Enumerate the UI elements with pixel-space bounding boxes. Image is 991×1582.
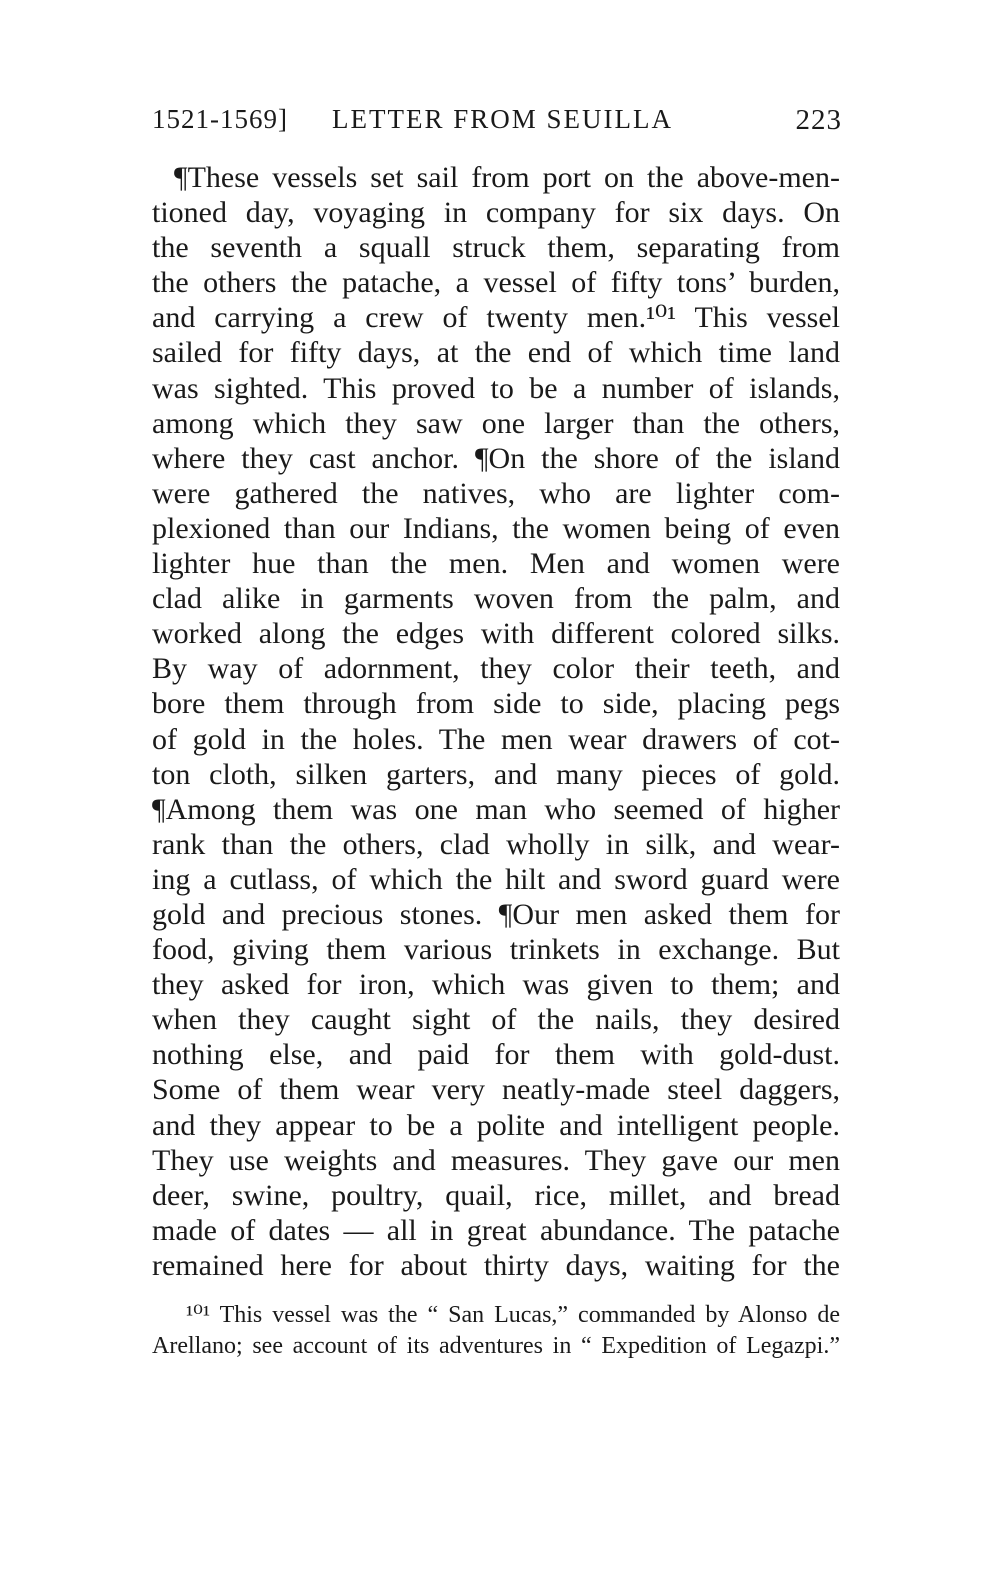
text-line: they asked for iron, which was given to them; and — [152, 968, 840, 1002]
text-line: and they appear to be a polite and intelligent people. — [152, 1108, 840, 1142]
text-line: sailed for fifty days, at the end of which time land — [152, 336, 840, 370]
text-line: the others the patache, a vessel of fifty tons’ burden, — [152, 266, 840, 300]
text-line: made of dates — all in great abundance. The patache — [152, 1213, 840, 1247]
running-head — [152, 104, 842, 140]
running-head-title: LETTER FROM SEUILLA — [332, 104, 673, 134]
text-line: ton cloth, silken garters, and many pieces of gold. — [152, 757, 840, 791]
footnote — [152, 1300, 840, 1362]
text-line: was sighted. This proved to be a number of islands, — [152, 371, 840, 405]
text-line: the seventh a squall struck them, separating from — [152, 231, 840, 265]
text-line: ¶These vessels set sail from port on the above-men- — [174, 161, 840, 194]
page-number: 223 — [795, 104, 842, 136]
footnote-line: Arellano; see account of its adventures in “ Expedition of Legazpi.” — [152, 1333, 840, 1359]
text-line: ing a cutlass, of which the hilt and sword guard were — [152, 862, 840, 896]
text-line: were gathered the natives, who are lighter com- — [152, 476, 840, 510]
running-head-date-range: 1521-1569] — [152, 104, 288, 134]
text-line: food, giving them various trinkets in exchange. But — [152, 933, 840, 967]
text-line: deer, swine, poultry, quail, rice, millet, and bread — [152, 1178, 840, 1212]
text-line: tioned day, voyaging in company for six days. On — [152, 196, 840, 230]
text-line: They use weights and measures. They gave our men — [152, 1143, 840, 1177]
text-line: and carrying a crew of twenty men.¹⁰¹ This vessel — [152, 301, 840, 335]
text-line: nothing else, and paid for them with gold-dust. — [152, 1038, 840, 1072]
text-line: ¶Among them was one man who seemed of higher — [152, 792, 840, 826]
text-line: lighter hue than the men. Men and women were — [152, 547, 840, 581]
text-line: of gold in the holes. The men wear drawers of cot- — [152, 722, 840, 756]
text-line: By way of adornment, they color their teeth, and — [152, 652, 840, 686]
text-line: worked along the edges with different colored silks. — [152, 617, 840, 651]
body-text — [152, 160, 840, 1283]
text-line: when they caught sight of the nails, they desired — [152, 1003, 840, 1037]
text-line: remained here for about thirty days, waiting for the — [152, 1248, 840, 1282]
text-line: among which they saw one larger than the others, — [152, 406, 840, 440]
text-line: where they cast anchor. ¶On the shore of the island — [152, 441, 840, 475]
text-line: Some of them wear very neatly-made steel daggers, — [152, 1073, 840, 1107]
text-line: gold and precious stones. ¶Our men asked them for — [152, 897, 840, 931]
text-line: bore them through from side to side, placing pegs — [152, 687, 840, 721]
text-line: plexioned than our Indians, the women being of even — [152, 511, 840, 545]
text-line: rank than the others, clad wholly in silk, and wear- — [152, 827, 840, 861]
footnote-line: ¹⁰¹ This vessel was the “ San Lucas,” commanded by Alonso de — [186, 1302, 840, 1328]
text-line: clad alike in garments woven from the palm, and — [152, 582, 840, 616]
